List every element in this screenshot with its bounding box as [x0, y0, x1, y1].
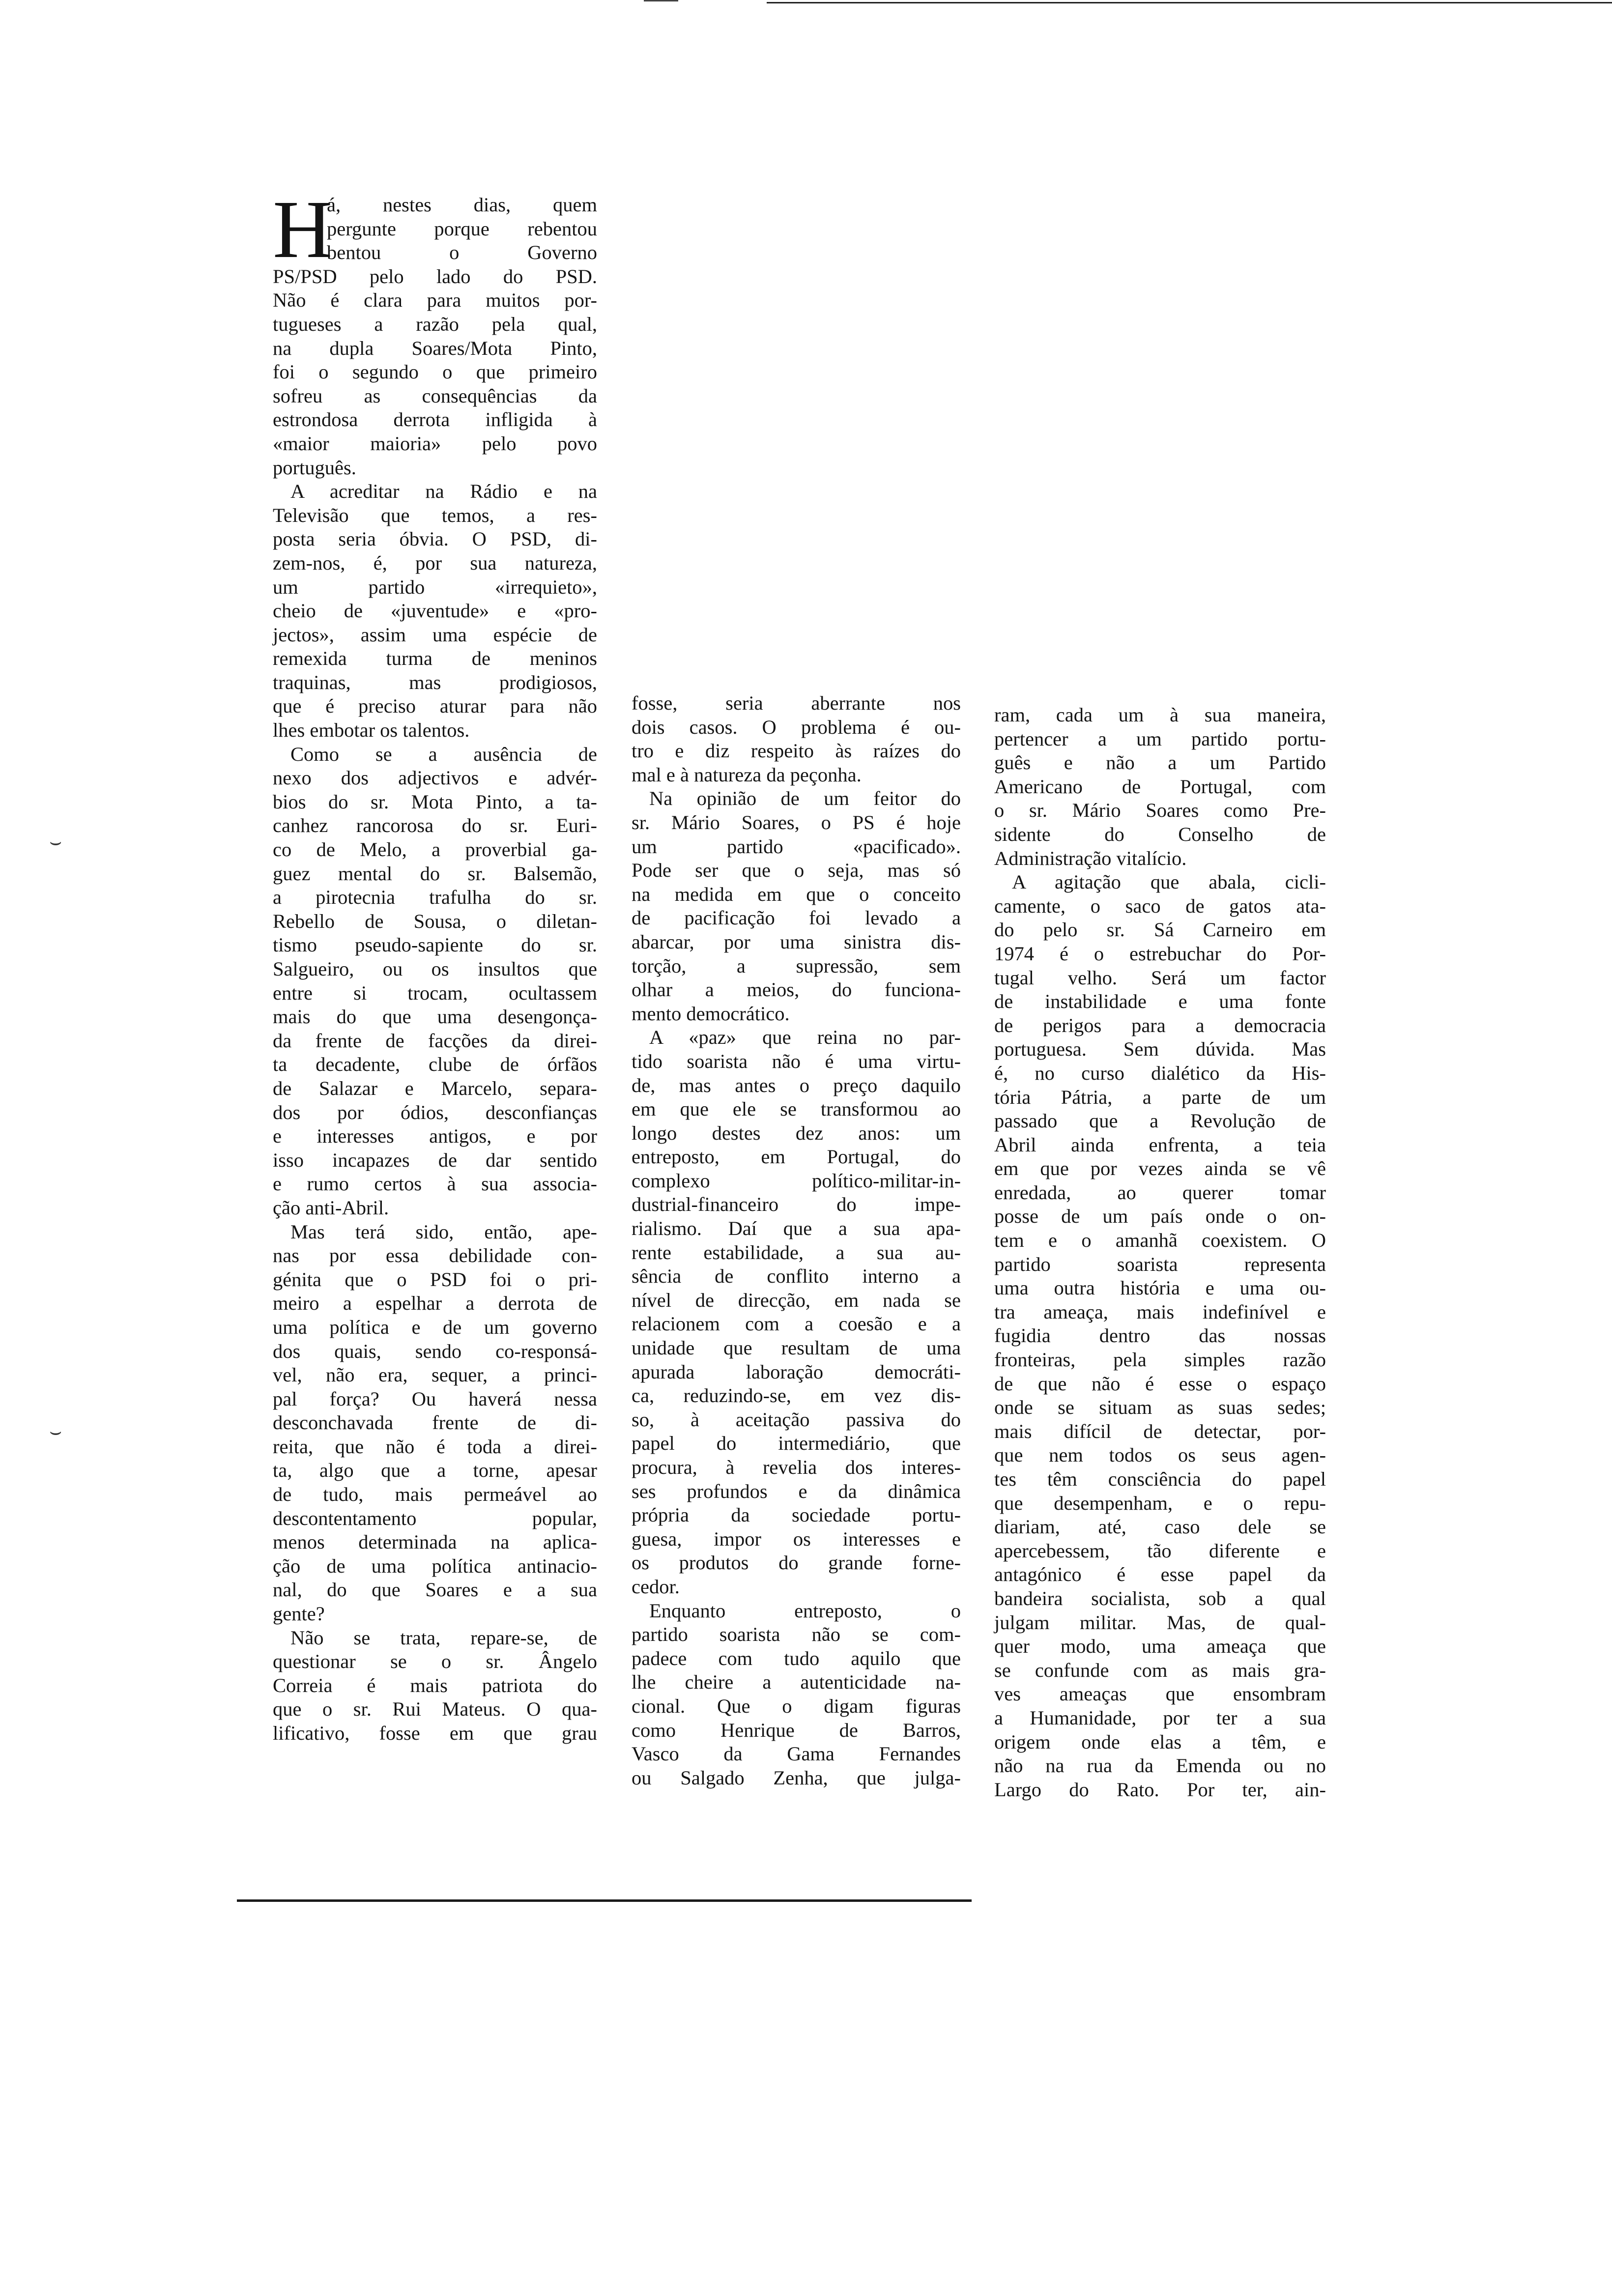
text-line: própria da sociedade portu- — [632, 1504, 961, 1526]
text-line: é, no curso dialético da His- — [994, 1062, 1326, 1084]
text-line: os produtos do grande forne- — [632, 1551, 961, 1574]
text-line: tem e o amanhã coexistem. O — [994, 1229, 1326, 1252]
text-line: Pode ser que o seja, mas só — [632, 859, 961, 882]
text-line: a pirotecnia trafulha do sr. — [273, 886, 597, 909]
text-line: de tudo, mais permeável ao — [273, 1483, 597, 1506]
text-line: Na opinião de um feitor do — [649, 787, 961, 810]
top-rule — [767, 2, 1612, 3]
text-line: dois casos. O problema é ou- — [632, 716, 961, 738]
text-line: canhez rancorosa do sr. Euri- — [273, 814, 597, 837]
text-line: traquinas, mas prodigiosos, — [273, 671, 597, 693]
text-line: uma outra história e uma ou- — [994, 1277, 1326, 1299]
text-line: guês e não a um Partido — [994, 751, 1326, 774]
text-line: e interesses antigos, e por — [273, 1125, 597, 1148]
text-line: bios do sr. Mota Pinto, a ta- — [273, 790, 597, 813]
text-line: ses profundos e da dinâmica — [632, 1480, 961, 1502]
text-line: passado que a Revolução de — [994, 1110, 1326, 1132]
text-line: origem onde elas a têm, e — [994, 1730, 1326, 1753]
text-line: nível de direcção, em nada se — [632, 1289, 961, 1311]
text-line: lhe cheire a autenticidade na- — [632, 1671, 961, 1693]
text-line: na medida em que o conceito — [632, 883, 961, 905]
text-line: mento democrático. — [632, 1002, 790, 1025]
text-line: ou Salgado Zenha, que julga- — [632, 1766, 961, 1789]
text-line: partido soarista não se com- — [632, 1623, 961, 1646]
text-line: Correia é mais patriota do — [273, 1674, 597, 1696]
text-line: não na rua da Emenda ou no — [994, 1754, 1326, 1777]
text-line: de que não é esse o espaço — [994, 1372, 1326, 1395]
text-line: cional. Que o digam figuras — [632, 1694, 961, 1717]
bottom-rule — [237, 1899, 972, 1902]
text-line: um partido «irrequieto», — [273, 575, 597, 598]
text-line: que é preciso aturar para não — [273, 695, 597, 718]
text-line: Não se trata, repare-se, de — [290, 1626, 597, 1649]
text-line: uma política e de um governo — [273, 1316, 597, 1338]
text-line: fronteiras, pela simples razão — [994, 1349, 1326, 1371]
text-line: do pelo sr. Sá Carneiro em — [994, 918, 1326, 941]
text-line: Rebello de Sousa, o diletan- — [273, 910, 597, 932]
text-line: dos por ódios, desconfianças — [273, 1101, 597, 1123]
text-line: ta decadente, clube de órfãos — [273, 1053, 597, 1076]
text-line: tido soarista não é uma virtu- — [632, 1050, 961, 1072]
text-line: tra ameaça, mais indefinível e — [994, 1300, 1326, 1323]
text-line: torção, a supressão, sem — [632, 954, 961, 977]
text-line: estrondosa derrota infligida à — [273, 408, 597, 431]
text-line: portuguesa. Sem dúvida. Mas — [994, 1038, 1326, 1061]
text-line: Mas terá sido, então, ape- — [290, 1220, 597, 1243]
text-line: reita, que não é toda a direi- — [273, 1435, 597, 1458]
text-line: tro e diz respeito às raízes do — [632, 740, 961, 762]
text-line: Não é clara para muitos por- — [273, 289, 597, 312]
text-line: Como se a ausência de — [290, 743, 597, 765]
text-line: zem-nos, é, por sua natureza, — [273, 551, 597, 574]
text-line: fugidia dentro das nossas — [994, 1324, 1326, 1347]
text-line: a Humanidade, por ter a sua — [994, 1706, 1326, 1729]
text-line: partido soarista representa — [994, 1253, 1326, 1275]
text-line: jectos», assim uma espécie de — [273, 623, 597, 646]
text-line: guesa, impor os interesses e — [632, 1527, 961, 1550]
text-line: se confunde com as mais gra- — [994, 1659, 1326, 1681]
text-line: A «paz» que reina no par- — [649, 1026, 961, 1049]
text-line: Vasco da Gama Fernandes — [632, 1743, 961, 1765]
text-line: mais difícil de detectar, por- — [994, 1420, 1326, 1442]
text-line: tes têm consciência do papel — [994, 1468, 1326, 1490]
text-line: olhar a meios, do funciona- — [632, 978, 961, 1001]
text-line: sr. Mário Soares, o PS é hoje — [632, 811, 961, 833]
text-line: co de Melo, a proverbial ga- — [273, 838, 597, 861]
text-line: julgam militar. Mas, de qual- — [994, 1611, 1326, 1634]
text-line: so, à aceitação passiva do — [632, 1408, 961, 1431]
text-line: papel do intermediário, que — [632, 1432, 961, 1455]
text-line: cedor. — [632, 1575, 680, 1598]
text-line: pal força? Ou haverá nessa — [273, 1387, 597, 1410]
text-line: ção anti-Abril. — [273, 1196, 389, 1219]
text-line: na dupla Soares/Mota Pinto, — [273, 337, 597, 359]
text-line: Americano de Portugal, com — [994, 775, 1326, 798]
text-line: Administração vitalício. — [994, 847, 1187, 869]
text-line: vel, não era, sequer, a princi- — [273, 1364, 597, 1386]
text-line: entreposto, em Portugal, do — [632, 1146, 961, 1168]
text-line: fosse, seria aberrante nos — [632, 692, 961, 714]
text-line: A acreditar na Rádio e na — [290, 480, 597, 503]
text-line: quer modo, uma ameaça que — [994, 1635, 1326, 1658]
text-line: sidente do Conselho de — [994, 823, 1326, 845]
text-line: de Salazar e Marcelo, separa- — [273, 1077, 597, 1099]
text-line: bandeira socialista, sob a qual — [994, 1587, 1326, 1609]
text-line: sofreu as consequências da — [273, 384, 597, 407]
text-line: entre si trocam, ocultassem — [273, 981, 597, 1004]
text-line: Enquanto entreposto, o — [649, 1599, 961, 1622]
drop-cap: H — [273, 184, 333, 275]
text-line: que o sr. Rui Mateus. O qua- — [273, 1698, 597, 1721]
text-line: 1974 é o estrebuchar do Por- — [994, 942, 1326, 965]
text-line: de, mas antes o preço daquilo — [632, 1074, 961, 1096]
text-line: de pacificação foi levado a — [632, 907, 961, 929]
text-line: apurada laboração democráti- — [632, 1360, 961, 1383]
text-line: Televisão que temos, a res- — [273, 504, 597, 526]
text-line: como Henrique de Barros, — [632, 1719, 961, 1741]
text-line: meiro a espelhar a derrota de — [273, 1292, 597, 1315]
text-line: génita que o PSD foi o pri- — [273, 1268, 597, 1291]
text-line: lhes embotar os talentos. — [273, 719, 470, 742]
text-line: tugueses a razão pela qual, — [273, 313, 597, 335]
text-line: em que por vezes ainda se vê — [994, 1157, 1326, 1180]
text-line: mal e à natureza da peçonha. — [632, 763, 862, 786]
article-column-1 — [273, 184, 597, 1746]
text-line: diariam, até, caso dele se — [994, 1516, 1326, 1538]
text-line: PS/PSD pelo lado do PSD. — [273, 265, 597, 287]
text-line: abarcar, por uma sinistra dis- — [632, 930, 961, 953]
text-line: que desempenham, e o repu- — [994, 1492, 1326, 1514]
text-line: nas por essa debilidade con- — [273, 1244, 597, 1267]
text-line: «maior maioria» pelo povo — [273, 432, 597, 455]
text-line: e rumo certos à sua associa- — [273, 1173, 597, 1195]
text-line: mais do que uma desengonça- — [273, 1005, 597, 1028]
text-line: gente? — [273, 1603, 325, 1625]
text-line: Salgueiro, ou os insultos que — [273, 958, 597, 980]
text-line: padece com tudo aquilo que — [632, 1647, 961, 1669]
text-line: bentou o Governo — [327, 241, 597, 264]
text-line: cheio de «juventude» e «pro- — [273, 600, 597, 622]
text-line: pertencer a um partido portu- — [994, 727, 1326, 750]
text-line: dustrial-financeiro do impe- — [632, 1193, 961, 1216]
text-line: rente estabilidade, a sua au- — [632, 1241, 961, 1263]
text-line: ram, cada um à sua maneira, — [994, 704, 1326, 726]
text-line: tugal velho. Será um factor — [994, 966, 1326, 989]
text-line: á, nestes dias, quem — [327, 194, 597, 216]
text-line: ta, algo que a torne, apesar — [273, 1459, 597, 1482]
text-line: o sr. Mário Soares como Pre- — [994, 799, 1326, 822]
text-line: unidade que resultam de uma — [632, 1337, 961, 1359]
text-line: camente, o saco de gatos ata- — [994, 894, 1326, 917]
text-line: nal, do que Soares e a sua — [273, 1578, 597, 1601]
text-line: nexo dos adjectivos e advér- — [273, 767, 597, 789]
text-line: posse de um país onde o on- — [994, 1205, 1326, 1228]
text-line: de instabilidade e uma fonte — [994, 990, 1326, 1013]
article-column-2 — [632, 691, 961, 1790]
text-line: descontentamento popular, — [273, 1507, 597, 1529]
text-line: questionar se o sr. Ângelo — [273, 1650, 597, 1673]
text-line: Largo do Rato. Por ter, ain- — [994, 1778, 1326, 1801]
text-line: tismo pseudo-sapiente do sr. — [273, 934, 597, 956]
text-line: antagónico é esse papel da — [994, 1563, 1326, 1586]
margin-scan-mark: ⌣ — [49, 1420, 62, 1443]
text-line: foi o segundo o que primeiro — [273, 361, 597, 383]
text-line: procura, à revelia dos interes- — [632, 1456, 961, 1478]
text-line: dos quais, sendo co-responsá- — [273, 1340, 597, 1362]
text-line: complexo político-militar-in- — [632, 1169, 961, 1192]
text-line: lificativo, fosse em que grau — [273, 1722, 597, 1744]
text-line: isso incapazes de dar sentido — [273, 1148, 597, 1171]
top-edge-mark — [644, 0, 678, 1]
text-line: enredada, ao querer tomar — [994, 1181, 1326, 1204]
article-column-3 — [994, 703, 1326, 1802]
text-line: apercebessem, tão diferente e — [994, 1539, 1326, 1562]
text-line: da frente de facções da direi- — [273, 1029, 597, 1052]
text-line: desconchavada frente de di- — [273, 1411, 597, 1434]
text-line: pergunte porque rebentou — [327, 217, 597, 240]
text-line: ção de uma política antinacio- — [273, 1554, 597, 1577]
text-line: relacionem com a coesão e a — [632, 1313, 961, 1335]
text-line: rialismo. Daí que a sua apa- — [632, 1217, 961, 1240]
text-line: Abril ainda enfrenta, a teia — [994, 1133, 1326, 1156]
text-line: A agitação que abala, cicli- — [1012, 871, 1326, 893]
text-line: ves ameaças que ensombram — [994, 1683, 1326, 1705]
text-line: em que ele se transformou ao — [632, 1098, 961, 1120]
text-line: posta seria óbvia. O PSD, di- — [273, 528, 597, 550]
text-line: guez mental do sr. Balsemão, — [273, 862, 597, 885]
text-line: um partido «pacificado». — [632, 835, 961, 858]
text-line: remexida turma de meninos — [273, 647, 597, 670]
text-line: que nem todos os seus agen- — [994, 1444, 1326, 1466]
text-line: onde se situam as suas sedes; — [994, 1396, 1326, 1419]
text-line: sência de conflito interno a — [632, 1265, 961, 1288]
text-line: longo destes dez anos: um — [632, 1121, 961, 1144]
margin-scan-mark: ⌣ — [49, 831, 62, 853]
text-line: de perigos para a democracia — [994, 1014, 1326, 1036]
text-line: menos determinada na aplica- — [273, 1531, 597, 1553]
text-line: ca, reduzindo-se, em vez dis- — [632, 1384, 961, 1407]
text-line: tória Pátria, a parte de um — [994, 1086, 1326, 1108]
text-line: português. — [273, 456, 356, 479]
